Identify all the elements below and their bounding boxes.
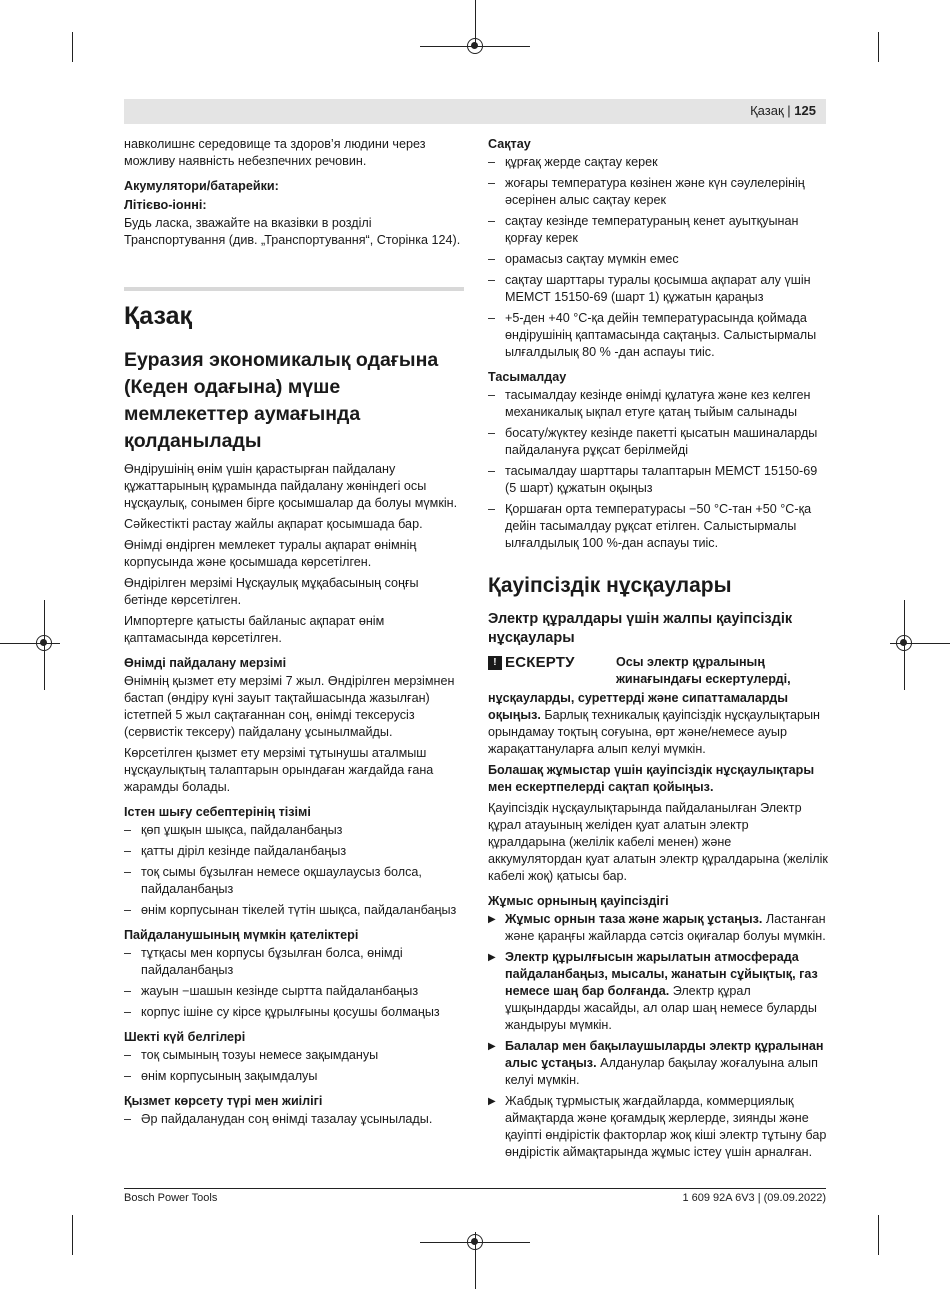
list-item: – жоғары температура көзінен және күн сәулелерінің әсерінен алыс сақтау керек <box>488 175 828 209</box>
workplace-safety-heading: Жұмыс орнының қауіпсіздігі <box>488 894 669 908</box>
paragraph-conformity: Сәйкестікті растау жайлы ақпарат қосымшада бар. <box>124 517 423 531</box>
failure-causes-heading: Істен шығу себептерінің тізімі <box>124 805 311 819</box>
list-item: – өнім корпусынан тікелей түтін шықса, пайдаланбаңыз <box>124 902 464 919</box>
paragraph-date: Өндірілген мерзімі Нұсқаулық мұқабасының соңғы бетінде көрсетілген. <box>124 576 419 607</box>
warning-label: ЕСКЕРТУ <box>505 654 575 671</box>
list-item: ▶ Балалар мен бақылаушыларды электр құралынан алыс ұстаңыз. Алданулар бақылау жоғалуына алып келуі мүмкін. <box>488 1038 828 1089</box>
list-item: ▶ Жұмыс орнын таза және жарық ұстаңыз. Ластанған және қараңғы жайларда сәтсіз оқиғалар болуы мүмкін. <box>488 911 828 945</box>
general-safety-title: Электр құралдары үшін жалпы қауіпсіздік нұсқаулары <box>488 611 793 646</box>
transport-heading: Тасымалдау <box>488 370 567 384</box>
warning-text: Барлық техникалық қауіпсіздік нұсқаулықтарын орындамау тоқтың соғуына, өрт және/немесе ауыр жарақаттануларға алып келуі мүмкін. <box>488 708 820 756</box>
batteries-heading: Акумулятори/батарейки: <box>124 179 279 193</box>
footer-rule <box>124 1188 826 1189</box>
footer-doc-number: 1 609 92A 6V3 | (09.09.2022) <box>682 1192 826 1204</box>
list-item: – Қоршаған орта температурасы −50 °C-тан +50 °C-қа дейін тасымалдау рұқсат етілген. Салыстырмалы ылғалдылық 100 %-дан аспауы тиіс. <box>488 501 828 552</box>
keep-instructions: Болашақ жұмыстар үшін қауіпсіздік нұсқаулықтары мен ескертпелерді сақтап қойыңыз. <box>488 763 815 794</box>
limit-state-heading: Шекті күй белгілері <box>124 1030 246 1044</box>
list-item: ▶ Электр құрылғысын жарылатын атмосферада пайдаланбаңыз, мысалы, жанатын сұйықтық, газ немесе шаң бар болғанда. Электр құрал ұшқындарды жасайды, ал олар шаң немесе буларды жандыруы мүмкін. <box>488 949 828 1034</box>
registration-mark-bottom <box>467 1234 483 1250</box>
footer-brand: Bosch Power Tools <box>124 1192 218 1204</box>
page-number: 125 <box>794 103 816 118</box>
list-item: – босату/жүктеу кезінде пакетті қысатын машиналарды пайдалануға рұқсат берілмейді <box>488 425 828 459</box>
warning-bold-1: Осы электр құралының жинағындағы ескертулерді, <box>616 655 791 686</box>
warning-block <box>488 654 828 688</box>
list-item: – корпус ішіне су кірсе құрылғыны қосушы болмаңыз <box>124 1004 464 1021</box>
header-language: Қазақ <box>750 103 784 118</box>
warning-badge <box>488 654 616 671</box>
list-item: – қатты діріл кезінде пайдаланбаңыз <box>124 843 464 860</box>
right-column <box>488 136 828 1165</box>
service-life-paragraph-1: Өнімнің қызмет ету мерзімі 7 жыл. Өндірілген мерзімнен бастап (өндіру күні зауыт тақтайшасында жазылған) істетпей 5 жыл сақтағаннан соң, өнімді тексерусіз (сервистік тексеру) пайдалану ұсынылмайды. <box>124 674 455 739</box>
left-column <box>124 136 464 1132</box>
list-item: – тұтқасы мен корпусы бұзылған болса, өнімді пайдаланбаңыз <box>124 945 464 979</box>
service-life-heading: Өнімді пайдалану мерзімі <box>124 656 287 670</box>
list-item: – тоқ сымының тозуы немесе зақымдануы <box>124 1047 464 1064</box>
kazakh-section-title: Қазақ <box>124 302 192 330</box>
service-type-heading: Қызмет көрсету түрі мен жиілігі <box>124 1094 323 1108</box>
service-life-paragraph-2: Көрсетілген қызмет ету мерзімі тұтынушы аталмыш нұсқаулықтың талаптарын орындаған жағдайда ғана жарамды болады. <box>124 746 434 794</box>
list-item: – сақтау шарттары туралы қосымша ақпарат алу үшін МЕМСТ 15150-69 (шарт 1) құжатын қараңыз <box>488 272 828 306</box>
registration-mark-right <box>896 635 912 651</box>
li-ion-paragraph: Будь ласка, зважайте на вказівки в розділі Транспортування (див. „Транспортування“, Сторінка 124). <box>124 216 461 247</box>
user-errors-heading: Пайдаланушының мүмкін қателіктері <box>124 928 359 942</box>
list-item: – жауын −шашын кезінде сыртта пайдаланбаңыз <box>124 983 464 1000</box>
paragraph-country: Өнімді өндірген мемлекет туралы ақпарат өнімнің корпусында және қосымшада көрсетілген. <box>124 538 417 569</box>
section-divider <box>124 287 464 291</box>
list-item: ▶ Жабдық тұрмыстық жағдайларда, коммерциялық аймақтарда және қоғамдық жерлерде, зиянды және қауіпті өндірістік факторлар жоқ кіші электр тұтыну бар өндірістік аймақтарында жұмыс істеу үшін арналған. <box>488 1093 828 1161</box>
paragraph-documents: Өндірушінің өнім үшін қарастырған пайдалану құжаттарының құрамында пайдалану жөніндегі осы нұсқаулық, сонымен бірге қосымшалар да болуы мүмкін. <box>124 462 458 510</box>
eaeu-title: Еуразия экономикалық одағына (Кеден одағына) мүше мемлекеттер аумағында қолданылады <box>124 349 439 452</box>
list-item: – орамасыз сақтау мүмкін емес <box>488 251 828 268</box>
intro-paragraph: навколишнє середовище та здоров’я людини через можливу наявність небезпечних речовин. <box>124 137 426 168</box>
list-item: – құрғақ жерде сақтау керек <box>488 154 828 171</box>
list-item: – +5-ден +40 °C-қа дейін температурасында қоймада өндірушінің қаптамасында сақтаңыз. Салыстырмалы ылғалдылық 80 % -дан аспауы тиіс. <box>488 310 828 361</box>
list-item: – Әр пайдаланудан соң өнімді тазалау ұсынылады. <box>124 1111 464 1128</box>
list-item: – тасымалдау кезінде өнімді құлатуға және кез келген механикалық ықпал етуге қатаң тыйым салынады <box>488 387 828 421</box>
registration-mark-left <box>36 635 52 651</box>
page-header <box>124 99 826 124</box>
warning-triangle-icon: ! <box>488 656 502 670</box>
list-item: – тоқ сымы бұзылған немесе оқшаулаусыз болса, пайдаланбаңыз <box>124 864 464 898</box>
registration-mark-top <box>467 38 483 54</box>
storage-heading: Сақтау <box>488 137 531 151</box>
list-item: – өнім корпусының зақымдалуы <box>124 1068 464 1085</box>
list-item: – тасымалдау шарттары талаптарын МЕМСТ 15150-69 (5 шарт) құжатын оқыңыз <box>488 463 828 497</box>
list-item: – қөп ұшқын шықса, пайдаланбаңыз <box>124 822 464 839</box>
header-text <box>750 103 816 118</box>
paragraph-importer: Импортерге қатысты байланыс ақпарат өнім қаптамасында көрсетілген. <box>124 614 385 645</box>
term-paragraph: Қауіпсіздік нұсқаулықтарында пайдаланылған Электр құрал атауының желіден қуат алатын электр құралдарына (желілік кабелі менен) және аккумулятордан қуат алатын электр құралдарына (желілік кабелі жоқ) қатысы бар. <box>488 801 828 883</box>
warning-bold-2: нұсқауларды, суреттерді және сипаттамаларды оқыңыз. <box>488 691 788 722</box>
li-ion-heading: Літієво-іонні: <box>124 198 207 212</box>
header-separator: | <box>787 103 791 118</box>
list-item: – сақтау кезінде температураның кенет ауытқуынан қорғау керек <box>488 213 828 247</box>
safety-section-title: Қауіпсіздік нұсқаулары <box>488 574 732 597</box>
